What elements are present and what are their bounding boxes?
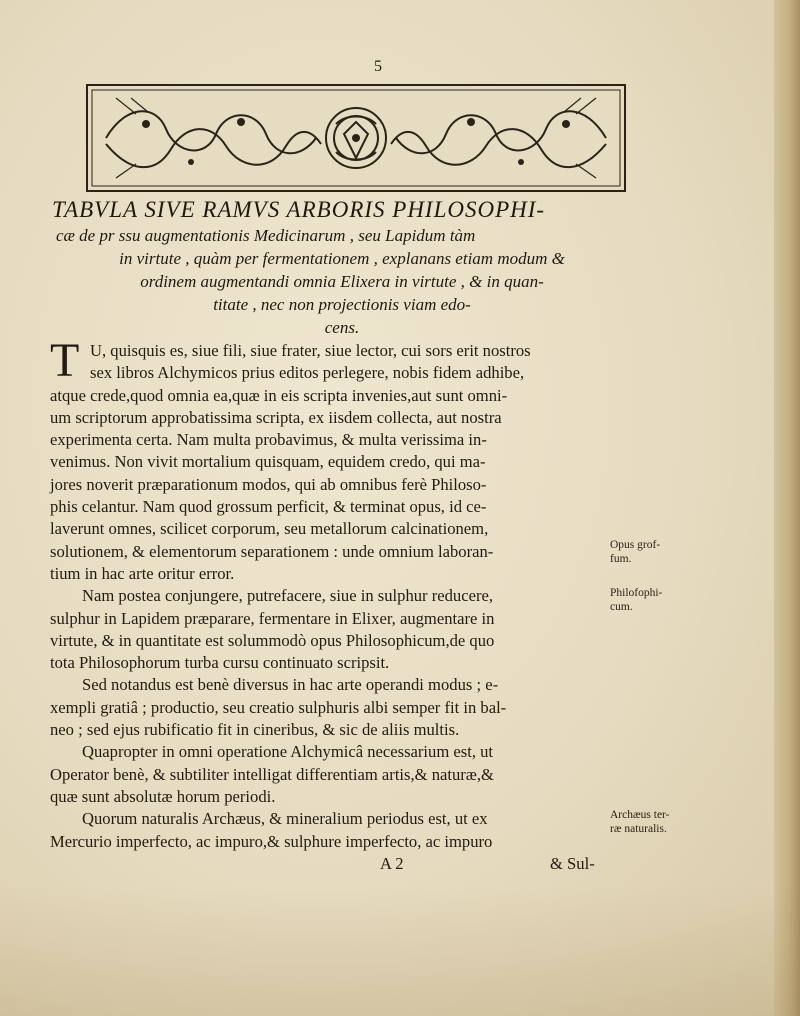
text-line: Mercurio imperfecto, ac impuro,& sulphure imperfecto, ac impuro bbox=[50, 831, 493, 851]
text-line: Quapropter in omni operatione Alchymicâ necessarium est, ut bbox=[82, 742, 494, 762]
text-line: Operator benè, & subtiliter intelligat differentiam artis,& naturæ,& bbox=[50, 764, 494, 784]
marginal-note-archaeus bbox=[610, 808, 710, 836]
page-number: 5 bbox=[374, 58, 382, 75]
text-line: Sed notandus est benè diversus in hac arte operandi modus ; e- bbox=[82, 675, 499, 695]
drop-cap: T bbox=[50, 334, 80, 387]
text-line: sulphur in Lapidem præparare, fermentare in Elixer, augmentare in bbox=[50, 608, 495, 628]
title-line-3: in virtute , quàm per fermentationem , explanans etiam modum & bbox=[119, 249, 565, 268]
text-line: sex libros Alchymicos prius editos perlegere, nobis fidem adhibe, bbox=[90, 363, 525, 383]
text-line: phis celantur. Nam quod grossum perficit, & terminat opus, id ce- bbox=[50, 497, 487, 517]
text-line: xempli gratiâ ; productio, seu creatio sulphuris albi semper fit in bal- bbox=[50, 697, 507, 717]
text-line: solutionem, & elementorum separationem : unde omnium laboran- bbox=[50, 541, 494, 561]
marginal-line: Archæus ter- bbox=[610, 809, 670, 821]
title-line-5: titate , nec non projectionis viam edo- bbox=[213, 295, 471, 314]
paper-stain bbox=[0, 886, 800, 1016]
body-text bbox=[50, 334, 610, 875]
title-line-4: ordinem augmentandi omnia Elixera in virtute , & in quan- bbox=[140, 272, 544, 291]
text-line: U, quisquis es, siue fili, siue frater, siue lector, cui sors erit nostros bbox=[90, 341, 531, 360]
text-line: quæ sunt absolutæ horum periodi. bbox=[50, 786, 276, 806]
text-line: virtute, & in quantitate est solummodò opus Philosophicum,de quo bbox=[50, 630, 495, 650]
marginal-line: cum. bbox=[610, 601, 633, 613]
page-edge bbox=[774, 0, 800, 1016]
ornamental-headpiece-icon bbox=[86, 84, 626, 192]
chapter-title bbox=[52, 196, 632, 339]
text-line: Nam postea conjungere, putrefacere, siue in sulphur reducere, bbox=[82, 586, 493, 606]
text-line: laverunt omnes, scilicet corporum, seu metallorum calcinationem, bbox=[50, 519, 489, 539]
marginal-line: ræ naturalis. bbox=[610, 823, 667, 835]
marginal-line: Opus grof- bbox=[610, 539, 661, 551]
marginal-note-opus-grossum bbox=[610, 538, 710, 566]
text-line: venimus. Non vivit mortalium quisquam, equidem credo, qui ma- bbox=[50, 452, 486, 472]
signature-mark: A 2 bbox=[380, 853, 404, 873]
page-footer-line bbox=[50, 853, 610, 875]
catchword: & Sul- bbox=[550, 853, 595, 873]
text-line: neo ; sed ejus rubificatio fit in cineribus, & sic de aliis multis. bbox=[50, 720, 460, 740]
text-line: atque crede,quod omnia ea,quæ in eis scripta invenies,aut sunt omni- bbox=[50, 385, 508, 405]
text-line: tium in hac arte oritur error. bbox=[50, 563, 235, 583]
title-line-6: cens. bbox=[324, 318, 360, 337]
text-line: um scriptorum approbatissima scripta, ex iisdem collecta, aut nostra bbox=[50, 407, 502, 427]
text-line: experimenta certa. Nam multa probavimus, & multa verissima in- bbox=[50, 430, 487, 450]
text-line: tota Philosophorum turba cursu continuato scripsit. bbox=[50, 653, 390, 673]
marginal-note-philosophicum bbox=[610, 586, 710, 614]
text-line: Quorum naturalis Archæus, & mineralium periodus est, ut ex bbox=[82, 809, 488, 829]
text-line: jores noverit præparationum modos, qui ab omnibus ferè Philoso- bbox=[50, 474, 487, 494]
marginal-line: fum. bbox=[610, 553, 632, 565]
title-line-1: TABVLA SIVE RAMVS ARBORIS PHILOSOPHI- bbox=[52, 197, 546, 222]
marginal-line: Philofophi- bbox=[610, 587, 663, 599]
title-line-2: cæ de pr ssu augmentationis Medicinarum , seu Lapidum tàm bbox=[56, 226, 476, 245]
